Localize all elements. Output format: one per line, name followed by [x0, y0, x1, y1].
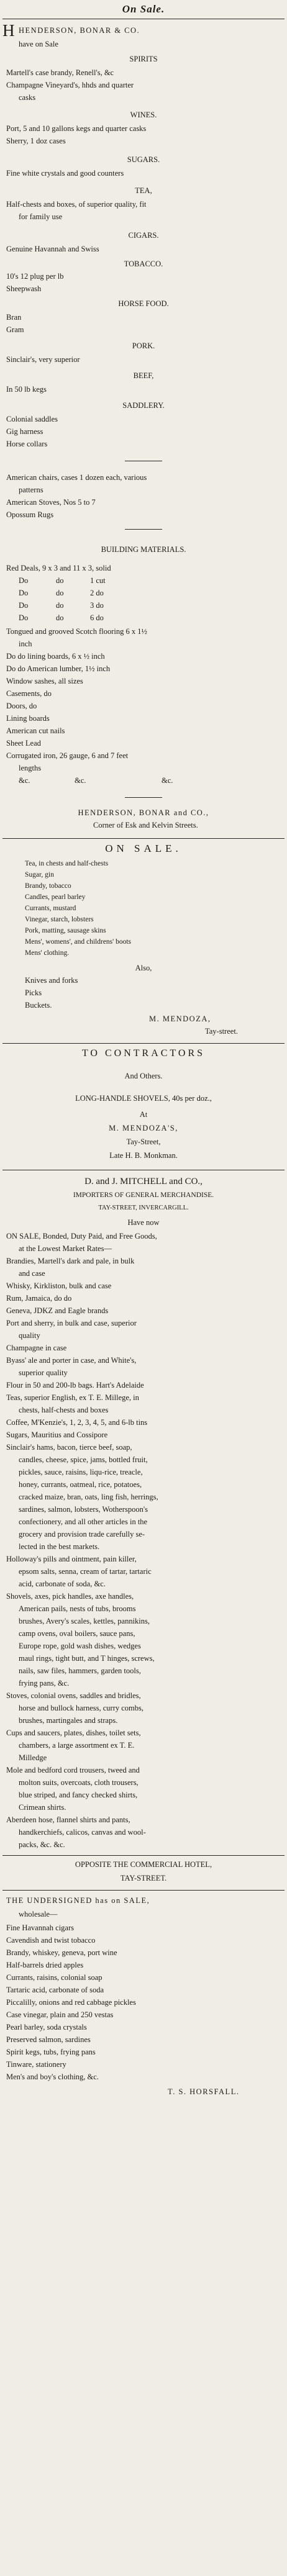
text-line: Currants, mustard: [25, 905, 76, 912]
text-line: Genuine Havannah and Swiss: [6, 245, 99, 253]
text-line: Also,: [135, 964, 152, 972]
text-line: Horse collars: [6, 440, 48, 448]
text-line: lected in the best markets.: [19, 1542, 100, 1551]
text-line: Sugar, gin: [25, 871, 54, 879]
text-line: Port and sherry, in bulk and case, superior: [6, 1319, 137, 1327]
text-line: Late H. B. Monkman.: [109, 1151, 178, 1160]
text-line: frying pans, &c.: [19, 1679, 70, 1688]
text-line: Sinclair's hams, bacon, tierce beef, soap,: [6, 1443, 132, 1452]
section-divider: [2, 1855, 285, 1856]
text-line: epsom salts, senna, cream of tartar, tartaric: [19, 1567, 152, 1576]
text-line: Teas, superior English, ex T. E. Millege, in: [6, 1393, 139, 1402]
advertiser-name: D. and J. MITCHELL and CO.,: [84, 1177, 203, 1186]
text-line: 3 do: [90, 601, 104, 610]
text-line: candles, cheese, spice, jams, bottled fruit,: [19, 1455, 148, 1464]
category-heading: HORSE FOOD.: [118, 299, 169, 308]
text-line: Men's and boy's clothing, &c.: [6, 2072, 99, 2081]
text-line: 10's 12 plug per lb: [6, 272, 64, 281]
text-line: Fine white crystals and good counters: [6, 169, 124, 178]
text-line: Stoves, colonial ovens, saddles and bridles,: [6, 1691, 141, 1700]
text-line: wholesale—: [19, 1910, 58, 1918]
text-line: maul rings, tight butt, and T hinges, screws,: [19, 1654, 155, 1663]
text-line: Do do lining boards, 6 x ½ inch: [6, 652, 105, 661]
text-line: And Others.: [124, 1072, 163, 1080]
text-line: Piccalilly, onions and red cabbage pickles: [6, 1998, 136, 2007]
text-line: camp ovens, oval boilers, sauce pans,: [19, 1629, 135, 1638]
text-line: handkerchiefs, calicos, canvas and wool-: [19, 1828, 146, 1837]
text-line: Fine Havannah cigars: [6, 1923, 74, 1932]
text-line: Gig harness: [6, 427, 43, 436]
text-line: nails, saw files, hammers, garden tools,: [19, 1666, 141, 1675]
ditto-mark: do: [56, 601, 64, 610]
text-line: grocery and provision trade carefully se-: [19, 1530, 145, 1539]
text-line: Tartaric acid, carbonate of soda: [6, 1986, 104, 1994]
text-line: Mole and bedford cord trousers, tweed and: [6, 1766, 140, 1774]
text-line: Flour in 50 and 200-lb bags. Hart's Adelaide: [6, 1381, 144, 1390]
text-line: and case: [19, 1269, 45, 1278]
text-line: Champagne in case: [6, 1344, 67, 1352]
text-line: honey, currants, oatmeal, rice, potatoes,: [19, 1480, 142, 1489]
text-line: Holloway's pills and ointment, pain killer,: [6, 1555, 137, 1563]
text-line: inch: [19, 639, 32, 648]
text-line: Tongued and grooved Scotch flooring 6 x 1½: [6, 627, 147, 636]
text-line: Byass' ale and porter in case, and White's,: [6, 1356, 137, 1365]
text-line: In 50 lb kegs: [6, 385, 47, 394]
text-line: 6 do: [90, 613, 104, 622]
ditto-mark: do: [56, 589, 64, 597]
text-line: Milledge: [19, 1753, 47, 1762]
text-line: Europe rope, gold wash dishes, wedges: [19, 1642, 141, 1650]
text-line: patterns: [19, 486, 43, 494]
text-line: Pork, matting, sausage skins: [25, 927, 106, 934]
text-line: At: [139, 1110, 148, 1119]
text-line: pickles, sauce, raisins, liqu-rice, treacle,: [19, 1468, 143, 1476]
text-line: lengths: [19, 764, 42, 772]
page-title: On Sale.: [122, 3, 165, 15]
section-divider: [2, 838, 285, 839]
address-line: Tay-street.: [205, 1027, 238, 1036]
text-line: Casements, do: [6, 689, 52, 698]
text-line: blue striped, and fancy checked shirts,: [19, 1791, 138, 1799]
text-line: sardines, salmon, lobsters, Wotherspoon's: [19, 1505, 148, 1514]
text-line: Buckets.: [25, 1001, 52, 1010]
drop-cap-letter: H: [2, 21, 15, 40]
text-line: Tinware, stationery: [6, 2060, 66, 2069]
short-divider: [125, 797, 162, 798]
ditto-mark: Do: [19, 576, 29, 585]
text-line: Geneva, JDKZ and Eagle brands: [6, 1306, 109, 1315]
advertiser-signature: HENDERSON, BONAR and CO.,: [78, 808, 209, 817]
advertiser-signature: T. S. HORSFALL.: [168, 2087, 240, 2096]
text-line: LONG-HANDLE SHOVELS, 40s per doz.,: [75, 1094, 212, 1103]
ditto-mark: do: [56, 613, 64, 622]
text-line: &c.: [19, 776, 30, 785]
text-line: Tea, in chests and half-chests: [25, 860, 109, 867]
address-line: Corner of Esk and Kelvin Streets.: [93, 821, 198, 829]
text-line: brushes, Avery's scales, kettles, pannikins,: [19, 1617, 150, 1625]
text-line: Port, 5 and 10 gallons kegs and quarter casks: [6, 124, 147, 133]
text-line: 2 do: [90, 589, 104, 597]
text-line: superior quality: [19, 1368, 68, 1377]
text-line: Mens' clothing.: [25, 949, 70, 957]
text-line: Candles, pearl barley: [25, 893, 86, 901]
text-line: Lining boards: [6, 714, 50, 723]
text-line: packs, &c. &c.: [19, 1840, 65, 1849]
category-heading: BUILDING MATERIALS.: [101, 545, 186, 554]
text-line: quality: [19, 1331, 40, 1340]
category-heading: SUGARS.: [127, 155, 160, 164]
text-line: Coffee, M'Kenzie's, 1, 2, 3, 4, 5, and 6-lb tins: [6, 1418, 148, 1427]
advertiser-signature: M. MENDOZA'S,: [109, 1124, 178, 1132]
text-line: confectionery, and all other articles in the: [19, 1517, 148, 1526]
ditto-mark: do: [56, 576, 64, 585]
category-heading: BEEF,: [133, 371, 154, 380]
section-divider: [2, 1043, 285, 1044]
text-line: Currants, raisins, colonial soap: [6, 1973, 102, 1982]
text-line: Preserved salmon, sardines: [6, 2035, 91, 2044]
text-line: Case vinegar, plain and 250 vestas: [6, 2010, 114, 2019]
ad-heading: TO CONTRACTORS: [81, 1048, 206, 1059]
text-line: Aberdeen hose, flannel shirts and pants,: [6, 1815, 130, 1824]
advertiser-signature: M. MENDOZA,: [149, 1015, 211, 1023]
text-line: casks: [19, 93, 36, 102]
short-divider: [125, 529, 162, 530]
text-line: Do do American lumber, 1½ inch: [6, 664, 111, 673]
text-line: Brandies, Martell's dark and pale, in bulk: [6, 1257, 135, 1265]
ad-subheading: IMPORTERS OF GENERAL MERCHANDISE.: [73, 1191, 214, 1199]
text-line: Vinegar, starch, lobsters: [25, 916, 94, 923]
text-line: Half-barrels dried apples: [6, 1961, 84, 1969]
ad-heading: OPPOSITE THE COMMERCIAL HOTEL,: [75, 1860, 212, 1869]
text-line: Rum, Jamaica, do do: [6, 1294, 72, 1303]
text-line: American pails, nests of tubs, brooms: [19, 1604, 136, 1613]
text-line: Sugars, Mauritius and Cossipore: [6, 1430, 108, 1439]
ditto-mark: Do: [19, 601, 29, 610]
text-line: Have now: [127, 1218, 160, 1227]
category-heading: SADDLERY.: [122, 401, 165, 410]
text-line: Shovels, axes, pick handles, axe handles,: [6, 1592, 134, 1601]
text-line: Picks: [25, 988, 42, 997]
text-line: Sinclair's, very superior: [6, 355, 80, 364]
category-heading: PORK.: [132, 341, 155, 350]
text-line: Brandy, whiskey, geneva, port wine: [6, 1948, 117, 1957]
address-line: TAY-STREET.: [120, 1874, 167, 1882]
text-line: American Stoves, Nos 5 to 7: [6, 498, 96, 507]
advertiser-name: HENDERSON, BONAR & CO.: [19, 26, 140, 35]
text-line: acid, carbonate of soda, &c.: [19, 1579, 106, 1588]
address-line: Tay-Street,: [126, 1137, 161, 1146]
text-line: Doors, do: [6, 702, 37, 710]
text-line: Corrugated iron, 26 gauge, 6 and 7 feet: [6, 751, 129, 760]
text-line: Mens', womens', and childrens' boots: [25, 938, 132, 946]
text-line: Spirit kegs, tubs, frying pans: [6, 2048, 96, 2056]
text-line: horse and bullock harness, curry combs,: [19, 1704, 144, 1712]
text-line: Pearl barley, soda crystals: [6, 2023, 87, 2031]
text-line: Champagne Vineyard's, hhds and quarter: [6, 81, 134, 89]
text-line: &c.: [162, 776, 173, 785]
text-line: Half-chests and boxes, of superior quality, fit: [6, 200, 147, 209]
text-line: &c.: [75, 776, 86, 785]
category-heading: SPIRITS: [129, 55, 158, 63]
text-line: Cavendish and twist tobacco: [6, 1936, 96, 1945]
category-heading: CIGARS.: [128, 231, 159, 240]
text-line: cracked maize, bran, oats, ling fish, herrings,: [19, 1493, 158, 1501]
category-heading: TEA,: [135, 186, 152, 195]
text-line: Gram: [6, 325, 24, 334]
ditto-mark: Do: [19, 589, 29, 597]
text-line: chambers, a large assortment ex T. E.: [19, 1741, 135, 1750]
text-line: THE UNDERSIGNED has on SALE,: [6, 1896, 150, 1905]
text-line: Opossum Rugs: [6, 510, 54, 519]
text-line: Sherry, 1 doz cases: [6, 137, 66, 145]
text-line: American chairs, cases 1 dozen each, various: [6, 473, 147, 482]
text-line: at the Lowest Market Rates—: [19, 1244, 112, 1253]
text-line: brushes, martingales and straps.: [19, 1716, 118, 1725]
section-divider: [2, 1890, 285, 1891]
category-heading: WINES.: [130, 111, 157, 119]
text-line: Window sashes, all sizes: [6, 677, 83, 685]
text-line: have on Sale: [19, 40, 58, 48]
text-line: Red Deals, 9 x 3 and 11 x 3, solid: [6, 564, 111, 572]
ditto-mark: Do: [19, 613, 29, 622]
text-line: Colonial saddles: [6, 415, 58, 423]
text-line: Sheet Lead: [6, 739, 41, 748]
text-line: molton suits, overcoats, cloth trousers,: [19, 1778, 139, 1787]
text-line: American cut nails: [6, 726, 65, 735]
text-line: Bran: [6, 313, 22, 322]
text-line: Cups and saucers, plates, dishes, toilet sets,: [6, 1729, 141, 1737]
text-line: Sheepwash: [6, 284, 42, 293]
text-line: ON SALE, Bonded, Duty Paid, and Free Goods,: [6, 1232, 157, 1241]
text-line: Crimean shirts.: [19, 1803, 66, 1812]
text-line: for family use: [19, 212, 63, 221]
text-line: Brandy, tobacco: [25, 882, 71, 890]
address-line: TAY-STREET, INVERCARGILL.: [98, 1204, 189, 1211]
category-heading: TOBACCO.: [124, 260, 163, 268]
text-line: Knives and forks: [25, 976, 78, 985]
text-line: 1 cut: [90, 576, 106, 585]
text-line: chests, half-chests and boxes: [19, 1406, 109, 1414]
ad-heading: ON SALE.: [105, 843, 182, 854]
text-line: Whisky, Kirkliston, bulk and case: [6, 1281, 112, 1290]
text-line: Martell's case brandy, Renell's, &c: [6, 68, 114, 77]
